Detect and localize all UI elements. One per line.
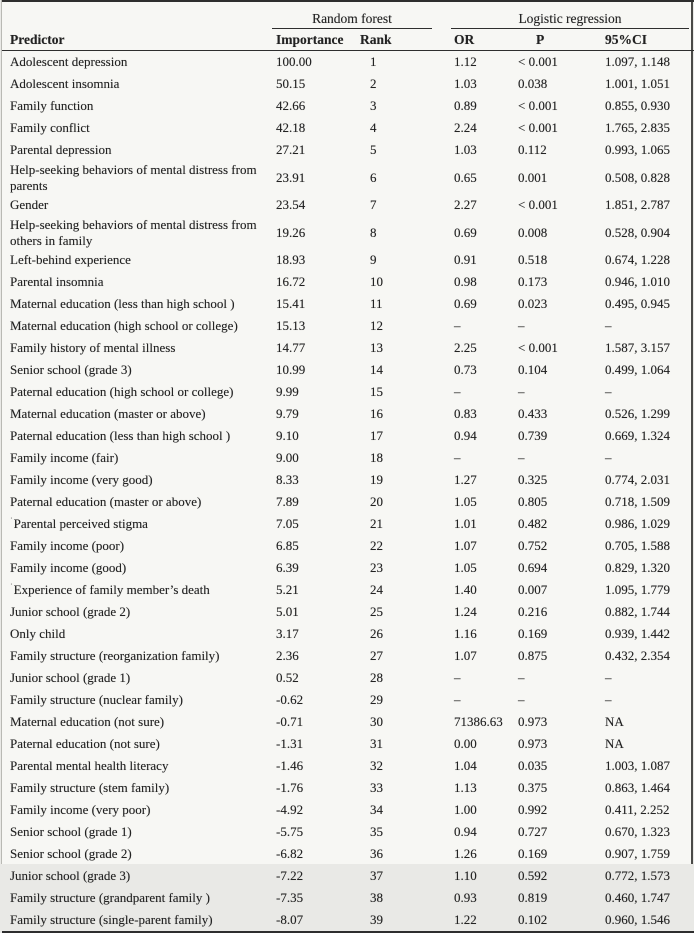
cell-p: 0.007: [518, 582, 548, 598]
table-row: [2, 733, 694, 755]
cell-p: 0.805: [518, 494, 548, 510]
cell-importance: 3.17: [276, 626, 299, 642]
header-predictor: Predictor: [2, 29, 270, 51]
cell-ci: 0.993, 1.065: [605, 142, 670, 158]
header-ci: 95%CI: [594, 29, 694, 51]
cell-or: –: [454, 318, 461, 334]
cell-or: 1.26: [454, 846, 477, 862]
cell-importance: 15.41: [276, 296, 306, 312]
cell-p: 0.727: [518, 824, 548, 840]
cell-ci: 0.772, 1.573: [605, 868, 670, 884]
cell-rank: 30: [370, 714, 383, 730]
cell-rank: 11: [370, 296, 383, 312]
cell-p: 0.433: [518, 406, 548, 422]
cell-rank: 1: [370, 54, 377, 70]
cell-ci: –: [605, 692, 612, 708]
cell-p: < 0.001: [518, 98, 558, 114]
cell-importance: 42.66: [276, 98, 306, 114]
cell-p: 0.112: [518, 142, 547, 158]
table-body: [2, 51, 694, 933]
cell-predictor: Paternal education (master or above): [10, 494, 202, 510]
cell-p: < 0.001: [518, 340, 558, 356]
cell-rank: 33: [370, 780, 383, 796]
cell-rank: 3: [370, 98, 377, 114]
cell-or: 1.40: [454, 582, 477, 598]
cell-rank: 12: [370, 318, 383, 334]
spanner-spacer: [2, 1, 270, 29]
cell-ci: 0.946, 1.010: [605, 274, 670, 290]
cell-predictor: Junior school (grade 1): [10, 670, 131, 686]
table-row: [2, 557, 694, 579]
cell-or: 0.65: [454, 169, 477, 185]
cell-predictor: Senior school (grade 2): [10, 846, 132, 862]
cell-p: –: [518, 318, 525, 334]
cell-or: 1.05: [454, 494, 477, 510]
cell-importance: 9.00: [276, 450, 299, 466]
cell-p: 0.001: [518, 169, 548, 185]
table-row: [2, 51, 694, 74]
cell-ci: 0.432, 2.354: [605, 648, 670, 664]
cell-ci: 1.587, 3.157: [605, 340, 670, 356]
cell-ci: 0.960, 1.546: [605, 912, 670, 928]
column-group-label-random-forest: Random forest: [272, 11, 432, 29]
cell-rank: 28: [370, 670, 383, 686]
cell-ci: 1.095, 1.779: [605, 582, 670, 598]
cell-predictor: Maternal education (not sure): [10, 714, 165, 730]
cell-importance: 0.52: [276, 670, 299, 686]
cell-p: 0.694: [518, 560, 548, 576]
cell-importance: -1.31: [276, 736, 304, 752]
cell-rank: 8: [370, 224, 377, 240]
cell-rank: 16: [370, 406, 383, 422]
cell-p: 0.518: [518, 252, 548, 268]
table-row: [2, 315, 694, 337]
cell-predictor: Paternal education (less than high school ): [10, 428, 231, 444]
cell-ci: NA: [605, 736, 624, 752]
cell-importance: 7.89: [276, 494, 299, 510]
cell-ci: –: [605, 318, 612, 334]
cell-rank: 9: [370, 252, 377, 268]
cell-or: 0.93: [454, 890, 477, 906]
table-row: [2, 601, 694, 623]
column-group-row: [2, 1, 694, 29]
cell-ci: 0.670, 1.323: [605, 824, 670, 840]
table-row: [2, 403, 694, 425]
cell-ci: 0.907, 1.759: [605, 846, 670, 862]
cell-or: –: [454, 670, 461, 686]
cell-p: < 0.001: [518, 120, 558, 136]
header-rank: Rank: [354, 29, 446, 51]
cell-or: 2.24: [454, 120, 477, 136]
cell-or: –: [454, 384, 461, 400]
cell-ci: 0.718, 1.509: [605, 494, 670, 510]
table-row: [2, 381, 694, 403]
cell-rank: 13: [370, 340, 383, 356]
cell-predictor: Left-behind experience: [10, 252, 131, 268]
cell-ci: 1.003, 1.087: [605, 758, 670, 774]
cell-or: 1.12: [454, 54, 477, 70]
cell-predictor: Help-seeking behaviors of mental distress from parents: [10, 162, 257, 193]
cell-or: 0.98: [454, 274, 477, 290]
cell-importance: 100.00: [276, 54, 312, 70]
cell-importance: 6.85: [276, 538, 299, 554]
cell-importance: -8.07: [276, 912, 304, 928]
cell-predictor: Family income (very good): [10, 472, 153, 488]
cell-importance: 8.33: [276, 472, 299, 488]
cell-importance: 16.72: [276, 274, 306, 290]
cell-p: 0.973: [518, 736, 548, 752]
cell-or: 1.00: [454, 802, 477, 818]
cell-importance: 27.21: [276, 142, 306, 158]
cell-p: 0.592: [518, 868, 548, 884]
cell-predictor: Paternal education (high school or college): [10, 384, 234, 400]
cell-p: 0.104: [518, 362, 548, 378]
cell-predictor: Paternal education (not sure): [10, 736, 160, 752]
cell-rank: 36: [370, 846, 383, 862]
cell-importance: 14.77: [276, 340, 306, 356]
cell-ci: NA: [605, 714, 624, 730]
cell-predictor: Family history of mental illness: [10, 340, 176, 356]
cell-p: 0.038: [518, 76, 548, 92]
cell-ci: 0.882, 1.744: [605, 604, 670, 620]
cell-p: 0.819: [518, 890, 548, 906]
cell-ci: 0.499, 1.064: [605, 362, 670, 378]
cell-p: 0.739: [518, 428, 548, 444]
cell-p: 0.169: [518, 626, 548, 642]
table-row: [2, 117, 694, 139]
cell-p: 0.482: [518, 516, 548, 532]
cell-ci: 1.097, 1.148: [605, 54, 670, 70]
cell-importance: 19.26: [276, 224, 306, 240]
cell-predictor: Family income (poor): [10, 538, 125, 554]
cell-p: –: [518, 670, 525, 686]
cell-importance: 50.15: [276, 76, 306, 92]
scanned-table-page: [1, 0, 693, 928]
cell-importance: 7.05: [276, 516, 299, 532]
cell-rank: 17: [370, 428, 383, 444]
cell-p: 0.173: [518, 274, 548, 290]
cell-p: 0.008: [518, 224, 548, 240]
header-p: P: [514, 29, 594, 51]
cell-or: 0.94: [454, 824, 477, 840]
cell-predictor: Maternal education (master or above): [10, 406, 206, 422]
cell-importance: -0.62: [276, 692, 304, 708]
footnote-marker: ˙: [10, 581, 13, 591]
header-or: OR: [446, 29, 514, 51]
table-row: [2, 271, 694, 293]
table-row: [2, 139, 694, 161]
table-row: [2, 777, 694, 799]
cell-ci: 0.526, 1.299: [605, 406, 670, 422]
cell-ci: 0.495, 0.945: [605, 296, 670, 312]
cell-p: < 0.001: [518, 197, 558, 213]
cell-predictor: Family conflict: [10, 120, 90, 136]
table-row: [2, 194, 694, 216]
cell-importance: -5.75: [276, 824, 304, 840]
cell-predictor: Family function: [10, 98, 94, 114]
cell-predictor: Maternal education (high school or college): [10, 318, 238, 334]
cell-or: 1.07: [454, 538, 477, 554]
table-row: [2, 337, 694, 359]
cell-p: 0.325: [518, 472, 548, 488]
table-row: [2, 249, 694, 271]
cell-importance: 15.13: [276, 318, 306, 334]
cell-or: –: [454, 692, 461, 708]
cell-p: 0.023: [518, 296, 548, 312]
cell-p: –: [518, 384, 525, 400]
cell-or: 1.05: [454, 560, 477, 576]
cell-importance: 42.18: [276, 120, 306, 136]
cell-predictor: Senior school (grade 1): [10, 824, 132, 840]
cell-or: 1.07: [454, 648, 477, 664]
cell-rank: 19: [370, 472, 383, 488]
table-row: [2, 667, 694, 689]
table-row: [2, 887, 694, 909]
cell-p: –: [518, 692, 525, 708]
cell-rank: 25: [370, 604, 383, 620]
cell-predictor: Family structure (stem family): [10, 780, 170, 796]
cell-ci: 0.460, 1.747: [605, 890, 670, 906]
cell-predictor: Adolescent depression: [10, 54, 128, 70]
footnote-marker: ˙: [10, 515, 13, 525]
table-row: [2, 535, 694, 557]
cell-ci: 0.508, 0.828: [605, 169, 670, 185]
cell-rank: 37: [370, 868, 383, 884]
cell-ci: 0.411, 2.252: [605, 802, 670, 818]
cell-predictor: Family structure (grandparent family ): [10, 890, 210, 906]
cell-rank: 26: [370, 626, 383, 642]
cell-predictor: Parental mental health literacy: [10, 758, 169, 774]
table-row: [2, 73, 694, 95]
cell-predictor: Adolescent insomnia: [10, 76, 120, 92]
cell-rank: 15: [370, 384, 383, 400]
cell-ci: 0.705, 1.588: [605, 538, 670, 554]
table-row: [2, 843, 694, 865]
table-row: [2, 425, 694, 447]
cell-importance: 9.99: [276, 384, 299, 400]
cell-predictor: Family structure (reorganization family): [10, 648, 220, 664]
cell-rank: 14: [370, 362, 383, 378]
cell-predictor: Maternal education (less than high school ): [10, 296, 235, 312]
cell-or: 0.69: [454, 296, 477, 312]
cell-rank: 18: [370, 450, 383, 466]
cell-predictor: ˙Parental perceived stigma: [10, 515, 148, 532]
cell-or: 1.03: [454, 142, 477, 158]
cell-p: 0.102: [518, 912, 548, 928]
cell-ci: 0.528, 0.904: [605, 224, 670, 240]
cell-rank: 32: [370, 758, 383, 774]
cell-ci: 0.939, 1.442: [605, 626, 670, 642]
cell-predictor: Help-seeking behaviors of mental distress from others in family: [10, 217, 257, 248]
cell-p: 0.035: [518, 758, 548, 774]
cell-predictor: Gender: [10, 197, 49, 213]
cell-or: 0.94: [454, 428, 477, 444]
table-row: [2, 623, 694, 645]
cell-ci: 1.765, 2.835: [605, 120, 670, 136]
cell-or: 1.24: [454, 604, 477, 620]
cell-ci: –: [605, 670, 612, 686]
cell-ci: 0.829, 1.320: [605, 560, 670, 576]
cell-rank: 27: [370, 648, 383, 664]
cell-p: 0.875: [518, 648, 548, 664]
cell-predictor: Parental depression: [10, 142, 112, 158]
cell-or: 1.27: [454, 472, 477, 488]
cell-p: 0.375: [518, 780, 548, 796]
cell-p: –: [518, 450, 525, 466]
cell-ci: 0.774, 2.031: [605, 472, 670, 488]
cell-p: 0.752: [518, 538, 548, 554]
cell-or: 71386.63: [454, 714, 503, 730]
cell-importance: 10.99: [276, 362, 306, 378]
cell-rank: 6: [370, 169, 377, 185]
cell-or: 1.16: [454, 626, 477, 642]
cell-importance: -7.22: [276, 868, 304, 884]
cell-importance: 9.10: [276, 428, 299, 444]
table-row: [2, 469, 694, 491]
cell-or: 1.03: [454, 76, 477, 92]
table-row: [2, 579, 694, 601]
cell-ci: 0.863, 1.464: [605, 780, 670, 796]
cell-ci: 1.851, 2.787: [605, 197, 670, 213]
cell-importance: 23.91: [276, 169, 306, 185]
table-header: [2, 1, 694, 51]
cell-rank: 10: [370, 274, 383, 290]
cell-rank: 39: [370, 912, 383, 928]
cell-ci: 0.669, 1.324: [605, 428, 670, 444]
cell-importance: -7.35: [276, 890, 304, 906]
cell-importance: 2.36: [276, 648, 299, 664]
table-row: [2, 161, 694, 194]
cell-p: < 0.001: [518, 54, 558, 70]
cell-importance: -1.76: [276, 780, 304, 796]
column-group-random-forest: [270, 1, 446, 29]
cell-rank: 34: [370, 802, 383, 818]
cell-predictor: Junior school (grade 2): [10, 604, 131, 620]
column-group-label-logistic-regression: Logistic regression: [451, 11, 689, 29]
table-row: [2, 216, 694, 249]
table-row: [2, 293, 694, 315]
table-row: [2, 799, 694, 821]
cell-predictor: ˙Experience of family member’s death: [10, 581, 210, 598]
cell-predictor: Only child: [10, 626, 66, 642]
cell-rank: 31: [370, 736, 383, 752]
cell-importance: 9.79: [276, 406, 299, 422]
cell-or: 0.69: [454, 224, 477, 240]
cell-p: 0.973: [518, 714, 548, 730]
cell-or: 1.22: [454, 912, 477, 928]
cell-p: 0.169: [518, 846, 548, 862]
cell-importance: -4.92: [276, 802, 304, 818]
cell-ci: 0.855, 0.930: [605, 98, 670, 114]
column-header-row: [2, 29, 694, 51]
cell-rank: 29: [370, 692, 383, 708]
cell-importance: 5.01: [276, 604, 299, 620]
cell-ci: 0.986, 1.029: [605, 516, 670, 532]
cell-rank: 22: [370, 538, 383, 554]
cell-predictor: Family income (good): [10, 560, 127, 576]
table-row: [2, 865, 694, 887]
cell-predictor: Senior school (grade 3): [10, 362, 132, 378]
table-row: [2, 359, 694, 381]
cell-rank: 5: [370, 142, 377, 158]
cell-rank: 4: [370, 120, 377, 136]
table-row: [2, 447, 694, 469]
cell-or: –: [454, 450, 461, 466]
cell-or: 0.73: [454, 362, 477, 378]
cell-or: 2.27: [454, 197, 477, 213]
cell-rank: 35: [370, 824, 383, 840]
cell-importance: 23.54: [276, 197, 306, 213]
cell-or: 0.83: [454, 406, 477, 422]
cell-ci: –: [605, 450, 612, 466]
cell-predictor: Parental insomnia: [10, 274, 104, 290]
cell-rank: 20: [370, 494, 383, 510]
column-group-logistic-regression: [446, 1, 694, 29]
cell-importance: 6.39: [276, 560, 299, 576]
cell-rank: 38: [370, 890, 383, 906]
cell-rank: 24: [370, 582, 383, 598]
table-row: [2, 95, 694, 117]
table-row: [2, 689, 694, 711]
cell-or: 0.89: [454, 98, 477, 114]
cell-rank: 7: [370, 197, 377, 213]
cell-or: 2.25: [454, 340, 477, 356]
cell-importance: -1.46: [276, 758, 304, 774]
table-row: [2, 909, 694, 932]
cell-p: 0.216: [518, 604, 548, 620]
cell-rank: 2: [370, 76, 377, 92]
cell-or: 1.10: [454, 868, 477, 884]
cell-importance: -6.82: [276, 846, 304, 862]
cell-or: 0.91: [454, 252, 477, 268]
cell-predictor: Family income (fair): [10, 450, 119, 466]
cell-predictor: Family structure (single-parent family): [10, 912, 213, 928]
cell-predictor: Family structure (nuclear family): [10, 692, 183, 708]
cell-or: 1.01: [454, 516, 477, 532]
cell-rank: 23: [370, 560, 383, 576]
table-row: [2, 513, 694, 535]
table-row: [2, 711, 694, 733]
cell-predictor: Junior school (grade 3): [10, 868, 131, 884]
cell-or: 1.04: [454, 758, 477, 774]
cell-ci: 0.674, 1.228: [605, 252, 670, 268]
table-row: [2, 755, 694, 777]
table-row: [2, 821, 694, 843]
cell-rank: 21: [370, 516, 383, 532]
cell-importance: -0.71: [276, 714, 304, 730]
table-row: [2, 645, 694, 667]
predictor-results-table: [2, 0, 694, 933]
cell-p: 0.992: [518, 802, 548, 818]
cell-importance: 18.93: [276, 252, 306, 268]
cell-predictor: Family income (very poor): [10, 802, 151, 818]
cell-importance: 5.21: [276, 582, 299, 598]
cell-or: 1.13: [454, 780, 477, 796]
cell-or: 0.00: [454, 736, 477, 752]
header-importance: Importance: [270, 29, 354, 51]
cell-ci: –: [605, 384, 612, 400]
cell-ci: 1.001, 1.051: [605, 76, 670, 92]
table-row: [2, 491, 694, 513]
